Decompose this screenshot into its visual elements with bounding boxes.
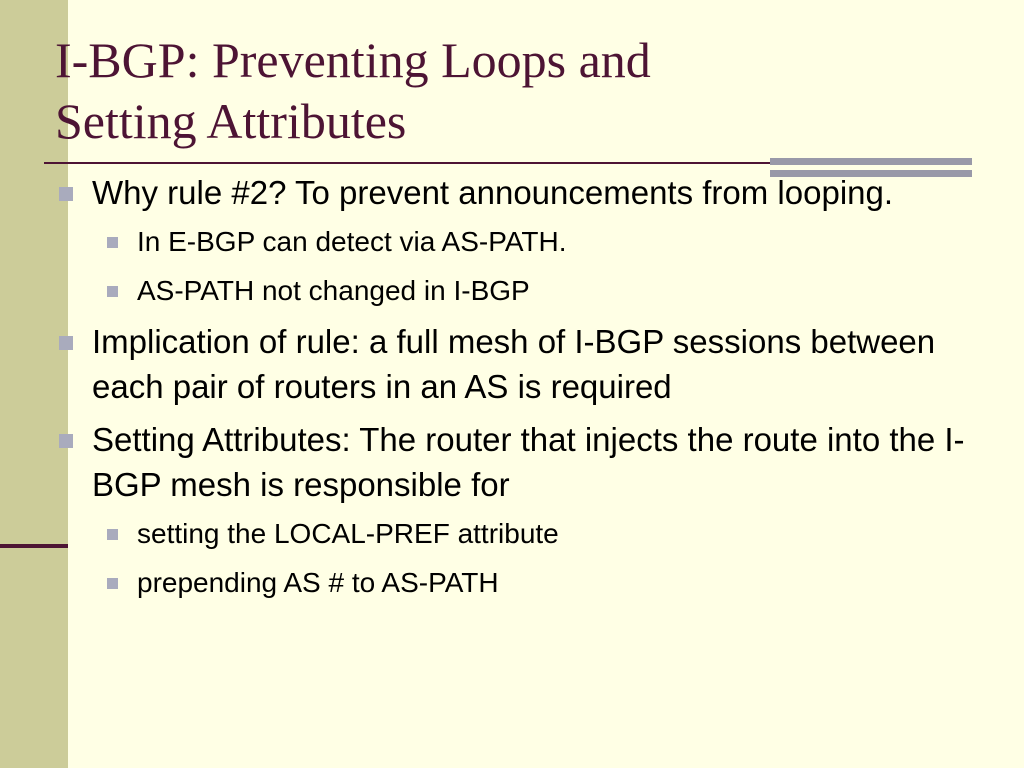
slide-bullet-list: [55, 170, 975, 601]
square-bullet-icon: [107, 578, 118, 589]
sub-bullet-ebgp-as-path: [55, 223, 975, 260]
sub-bullet-text: AS-PATH not changed in I-BGP: [137, 275, 530, 306]
sub-bullet-local-pref: [55, 515, 975, 552]
title-underline: [44, 162, 770, 164]
square-bullet-icon: [107, 286, 118, 297]
square-bullet-icon: [107, 237, 118, 248]
slide-title: [55, 30, 955, 152]
sub-bullet-text: setting the LOCAL-PREF attribute: [137, 518, 559, 549]
square-bullet-icon: [59, 336, 73, 350]
accent-bar-top: [770, 158, 972, 165]
slide-title-line-2: Setting Attributes: [55, 93, 407, 149]
sub-bullet-prepend-as: [55, 564, 975, 601]
bullet-text: Why rule #2? To prevent announcements from looping.: [92, 174, 894, 211]
slide-title-line-1: I-BGP: Preventing Loops and: [55, 32, 651, 88]
sub-bullet-text: prepending AS # to AS-PATH: [137, 567, 499, 598]
sub-bullet-as-path-unchanged: [55, 272, 975, 309]
bullet-setting-attributes: [55, 417, 975, 507]
bullet-text: Implication of rule: a full mesh of I-BGP sessions between each pair of routers in an AS is required: [92, 323, 936, 405]
sub-bullet-text: In E-BGP can detect via AS-PATH.: [137, 226, 567, 257]
square-bullet-icon: [107, 529, 118, 540]
bullet-full-mesh-implication: [55, 319, 975, 409]
square-bullet-icon: [59, 434, 73, 448]
bullet-text: Setting Attributes: The router that injects the route into the I-BGP mesh is responsible for: [92, 421, 965, 503]
bullet-why-rule-2: [55, 170, 975, 215]
square-bullet-icon: [59, 187, 73, 201]
